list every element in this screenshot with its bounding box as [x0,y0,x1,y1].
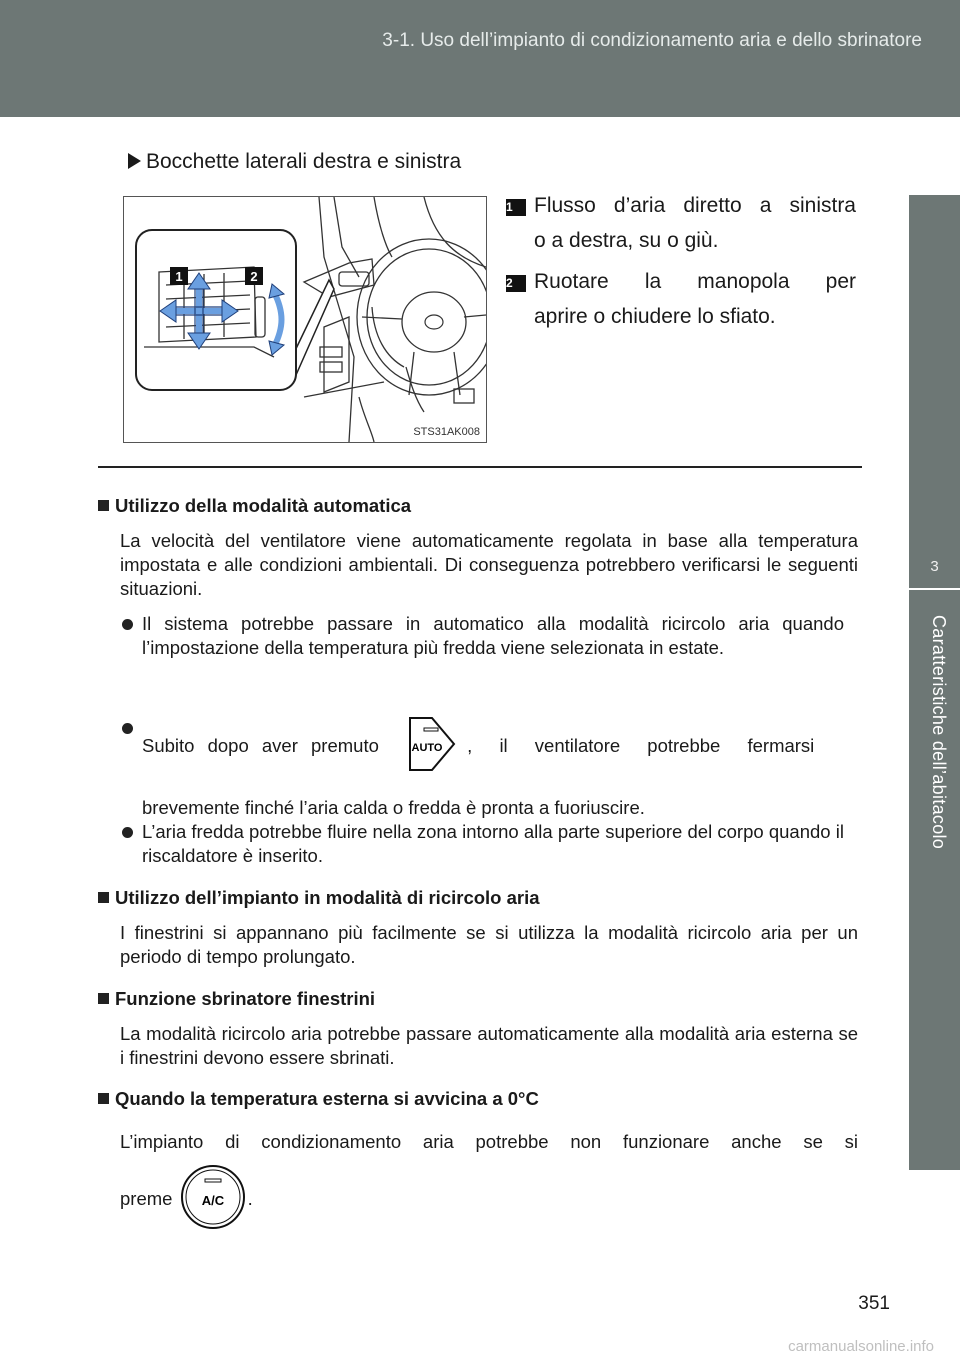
note-text: La velocità del ventilatore viene automaticamente regolata in base alla temperatura impostata e alle condizioni ambientali. Di conseguenza potrebbero verificarsi le seguenti situazioni. [120,530,858,599]
instruction-1: 1 Flusso d’aria diretto a sinistra [506,194,856,217]
note-recirculation [98,886,858,969]
chapter-title: 3-1. Uso dell’impianto di condizionamento aria e dello sbrinatore [382,30,922,51]
chapter-side-tab [909,195,960,1170]
instruction-2: 2 Ruotare la manopola per [506,270,856,293]
note-heading: Utilizzo dell’impianto in modalità di ricircolo aria [98,886,858,910]
bullet-continuation: brevemente finché l’aria calda o fredda è pronta a fuoriuscire. [142,797,645,818]
bullet-auto-button: Subito dopo aver premuto AUTO , il ventilatore potrebbe fermarsi brevemente finché l’aria calda o fredda è pronta a fuoriuscire. [98,716,858,820]
note-text-cont: preme A/C . [120,1164,858,1236]
note-text: L’impianto di condizionamento aria potrebbe non funzionare anche se si [120,1131,858,1152]
note-temperature [98,1087,858,1236]
triangle-bullet-icon [128,153,141,169]
vent-instructions: 1 Flusso d’aria diretto a sinistra o a destra, su o giù. 2 Ruotare la manopola per aprire o chiudere lo sfiato. [506,188,856,334]
section-title: Bocchette laterali destra e sinistra [128,150,461,174]
tab-divider [909,588,960,590]
callout-2: 2 [250,269,258,284]
note-heading: Quando la temperatura esterna si avvicina a 0°C [98,1087,858,1111]
dashboard-vent-drawing [124,197,486,442]
note-auto [98,494,858,660]
number-badge: 2 [506,275,526,292]
note-defrost [98,987,858,1070]
figure-code: STS31AK008 [413,426,480,438]
bullet-item-3: L’aria fredda potrebbe fluire nella zona intorno alla parte superiore del corpo quando il riscaldatore è inserito. [98,820,858,868]
chapter-label: Caratteristiche dell’abitacolo [929,615,949,850]
note-text: La modalità ricircolo aria potrebbe passare automaticamente alla modalità aria esterna se i finestrini devono essere sbrinati. [120,1023,858,1068]
bullet-item: Il sistema potrebbe passare in automatico alla modalità ricircolo aria quando l’impostazione della temperatura più fredda viene selezionata in estate. [120,612,844,660]
number-badge: 1 [506,199,526,216]
svg-text:AUTO: AUTO [411,742,443,754]
page-number: 351 [858,1293,890,1314]
vent-illustration [123,196,487,443]
callout-1: 1 [175,269,183,284]
page-header [0,0,960,117]
note-heading: Utilizzo della modalità automatica [98,494,858,518]
section-divider [98,466,862,468]
auto-button-icon [402,716,458,778]
watermark: carmanualsonline.info [788,1338,934,1355]
svg-text:A/C: A/C [201,1193,224,1208]
ac-button-icon [180,1164,246,1236]
note-text: I finestrini si appannano più facilmente se si utilizza la modalità ricircolo aria per un periodo di tempo prolungato. [120,922,858,967]
note-heading: Funzione sbrinatore finestrini [98,987,858,1011]
chapter-number: 3 [930,558,939,575]
